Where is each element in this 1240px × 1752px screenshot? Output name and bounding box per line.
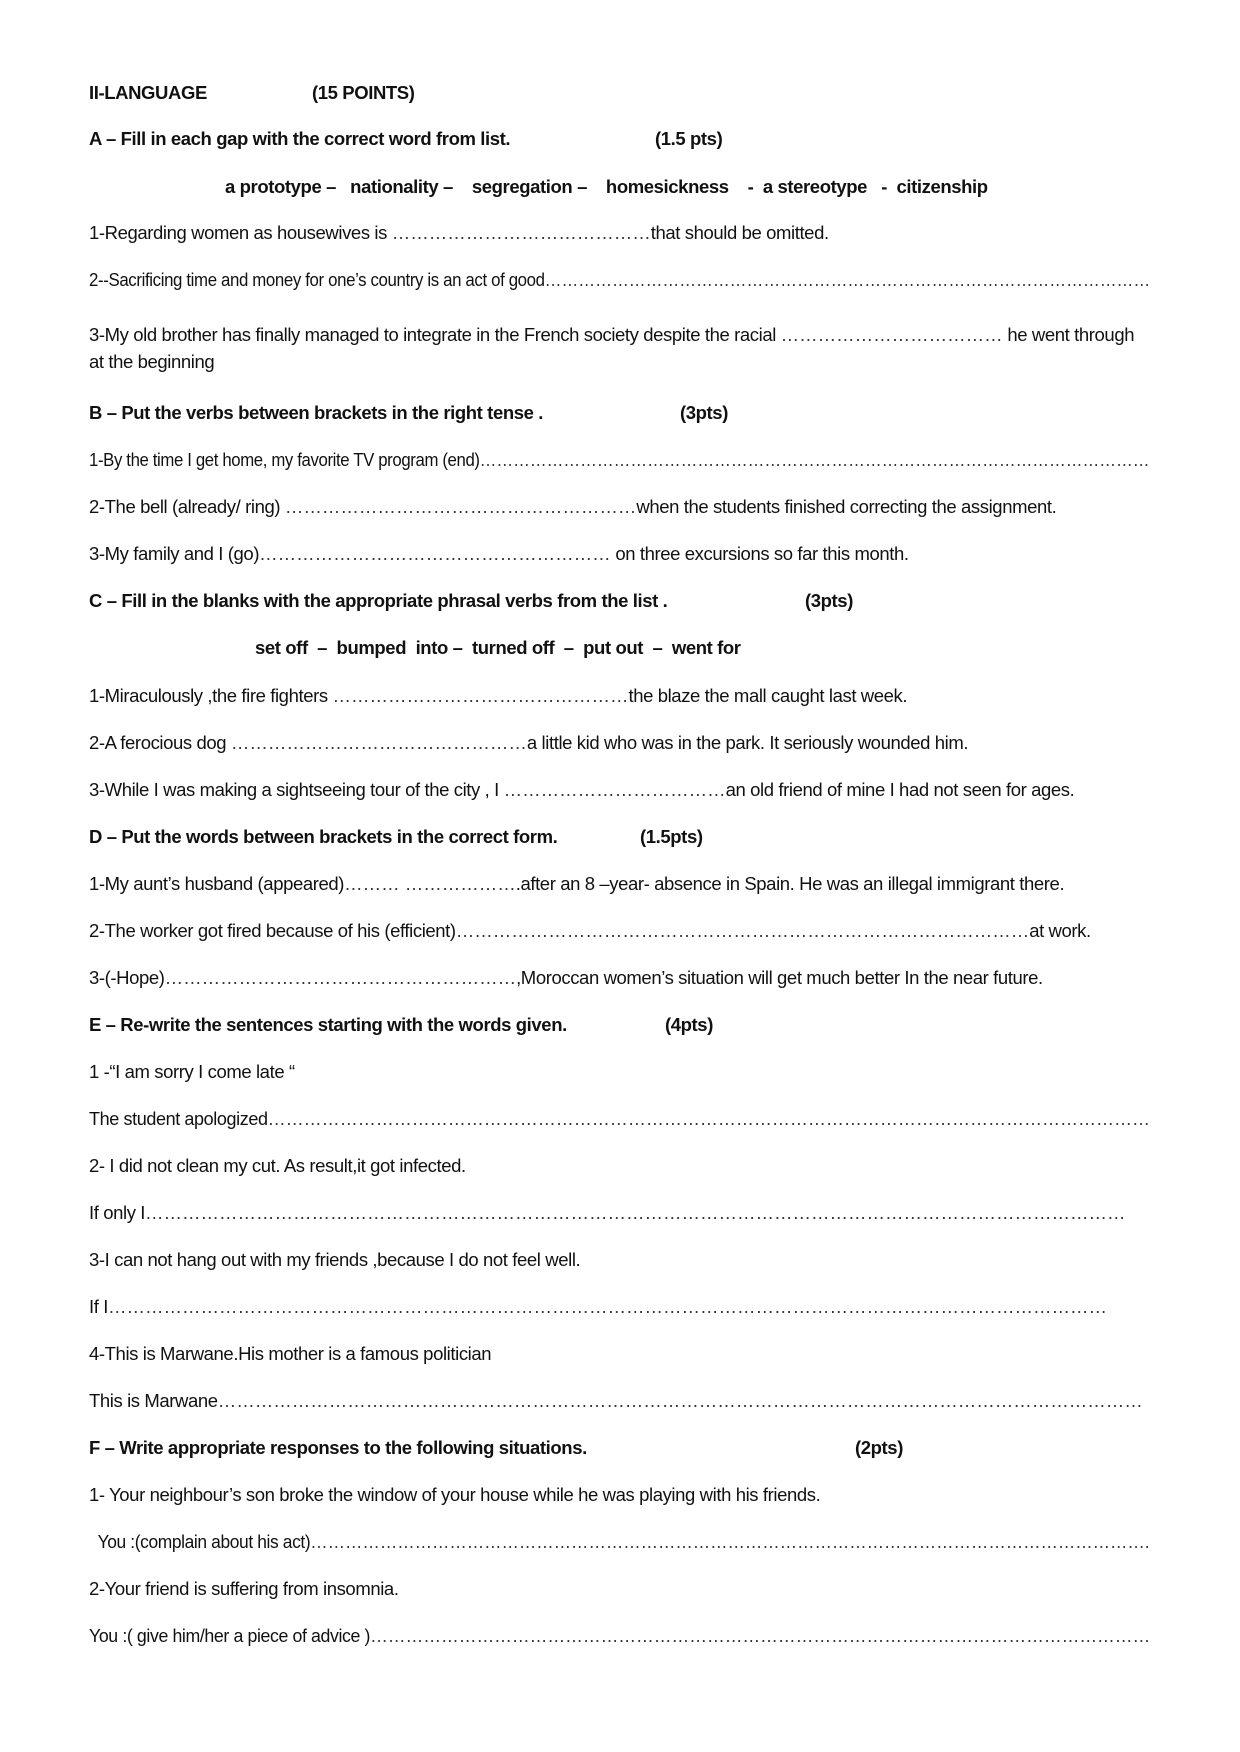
section-b-item-1: 1-By the time I get home, my favorite TV program (end)………………………………………………………………………………………………………… [89,449,1150,470]
section-f-response-1: You :(complain about his act)………………………………………………………………………………………………………………………………. [89,1531,1150,1552]
answer-blank[interactable]: ……… ……………… [344,873,516,894]
section-e-answer-2: If only I…………………………………………………………………………………………………………………………………………… [89,1202,1126,1223]
section-a-item-2: 2--Sacrificing time and money for one’s country is an act of good……………………………………………………………………………………………… [89,269,1151,290]
section-e-answer-4: This is Marwane…………………………………………………………………………………………………………………………………… [89,1390,1143,1411]
section-e-prompt-3: 3-I can not hang out with my friends ,because I do not feel well. [89,1249,581,1270]
section-b-points: (3pts) [680,402,728,423]
answer-blank[interactable]: …………………………………………………………………………………………………………………………………………… [145,1202,1126,1223]
section-b-item-3: 3-My family and I (go)………………………………………………… on three excursions so far this month. [89,543,909,564]
section-a-word-list: a prototype – nationality – segregation – homesickness - a stereotype - citizenship [225,176,988,197]
answer-blank[interactable]: …………………………………………………………………………………………………………………………………… [217,1390,1143,1411]
answer-blank[interactable]: …………………………………… [391,222,651,243]
section-f-heading: F – Write appropriate responses to the following situations. [89,1437,587,1458]
answer-blank[interactable]: ………………………………………………… [164,967,517,988]
answer-blank[interactable]: ……………………………… [780,324,1003,345]
section-f-points: (2pts) [855,1437,903,1458]
section-f-situation-1: 1- Your neighbour’s son broke the window of your house while he was playing with his friends. [89,1484,821,1505]
section-c-item-1: 1-Miraculously ,the fire fighters …………………………………………the blaze the mall caught last week. [89,685,908,706]
section-b-heading: B – Put the verbs between brackets in the right tense . [89,402,543,423]
answer-blank[interactable]: ………………………………………… [230,732,527,753]
section-e-prompt-1: 1 -“I am sorry I come late “ [89,1061,295,1082]
section-e-answer-3: If I……………………………………………………………………………………………………………………………………………… [89,1296,1107,1317]
section-d-heading: D – Put the words between brackets in the correct form. [89,826,558,847]
section-c-points: (3pts) [805,590,853,611]
section-d-item-3: 3-(-Hope)…………………………………………………,Moroccan women’s situation will get much better In the near future. [89,967,1043,988]
section-e-answer-1: The student apologized………………………………………………………………………………………………………………………………… [89,1108,1151,1129]
answer-blank[interactable]: …………………………………………………………………………………………………………………… [370,1625,1151,1646]
section-c-heading: C – Fill in the blanks with the appropriate phrasal verbs from the list . [89,590,668,611]
answer-blank[interactable]: ………………………………………………………………………………………………………… [479,449,1150,470]
answer-blank[interactable]: ………………………………………………………………………………… [455,920,1030,941]
answer-blank[interactable]: ………………………………………………………………………………………………………………………………. [310,1531,1150,1552]
answer-blank[interactable]: ………………………………………… [332,685,629,706]
answer-blank[interactable]: ………………………………………………… [259,543,611,564]
section-title: II-LANGUAGE [89,82,207,103]
answer-blank[interactable]: ……………………………………………………………………………………………………………………………………………… [107,1296,1107,1317]
section-f-situation-2: 2-Your friend is suffering from insomnia. [89,1578,399,1599]
section-b-item-2: 2-The bell (already/ ring) …………………………………………………when the students finished correcting the assignment. [89,496,1057,517]
section-c-word-list: set off – bumped into – turned off – put out – went for [255,637,741,658]
section-e-points: (4pts) [665,1014,713,1035]
answer-blank[interactable]: ………………………………………………………………………………………………………………………………… [267,1108,1151,1129]
section-a-item-3: 3-My old brother has finally managed to integrate in the French society despite the racial ……………………………… he went through at the beginning [89,324,1135,372]
section-d-item-2: 2-The worker got fired because of his (efficient)…………………………………………………………………………………at work. [89,920,1091,941]
answer-blank[interactable]: ………………………………………………… [284,496,637,517]
section-d-points: (1.5pts) [640,826,703,847]
section-a-item-1: 1-Regarding women as housewives is ……………………………………that should be omitted. [89,222,829,243]
section-d-item-1: 1-My aunt’s husband (appeared)……… ……………….after an 8 –year- absence in Spain. He was an illegal immigrant there. [89,873,1065,894]
section-a-heading: A – Fill in each gap with the correct word from list. [89,128,511,149]
section-a-points: (1.5 pts) [655,128,723,149]
answer-blank[interactable]: ……………………………… [503,779,726,800]
section-c-item-2: 2-A ferocious dog …………………………………………a little kid who was in the park. It seriously wounded him. [89,732,969,753]
section-e-prompt-4: 4-This is Marwane.His mother is a famous politician [89,1343,492,1364]
section-e-heading: E – Re-write the sentences starting with the words given. [89,1014,567,1035]
section-c-item-3: 3-While I was making a sightseeing tour of the city , I ………………………………an old friend of mine I had not seen for ages. [89,779,1075,800]
section-e-prompt-2: 2- I did not clean my cut. As result,it got infected. [89,1155,466,1176]
answer-blank[interactable]: ……………………………………………………………………………………………… [544,269,1151,290]
section-f-response-2: You :( give him/her a piece of advice )…………………………………………………………………………………………………………………… [89,1625,1151,1646]
section-total-points: (15 POINTS) [312,82,415,103]
